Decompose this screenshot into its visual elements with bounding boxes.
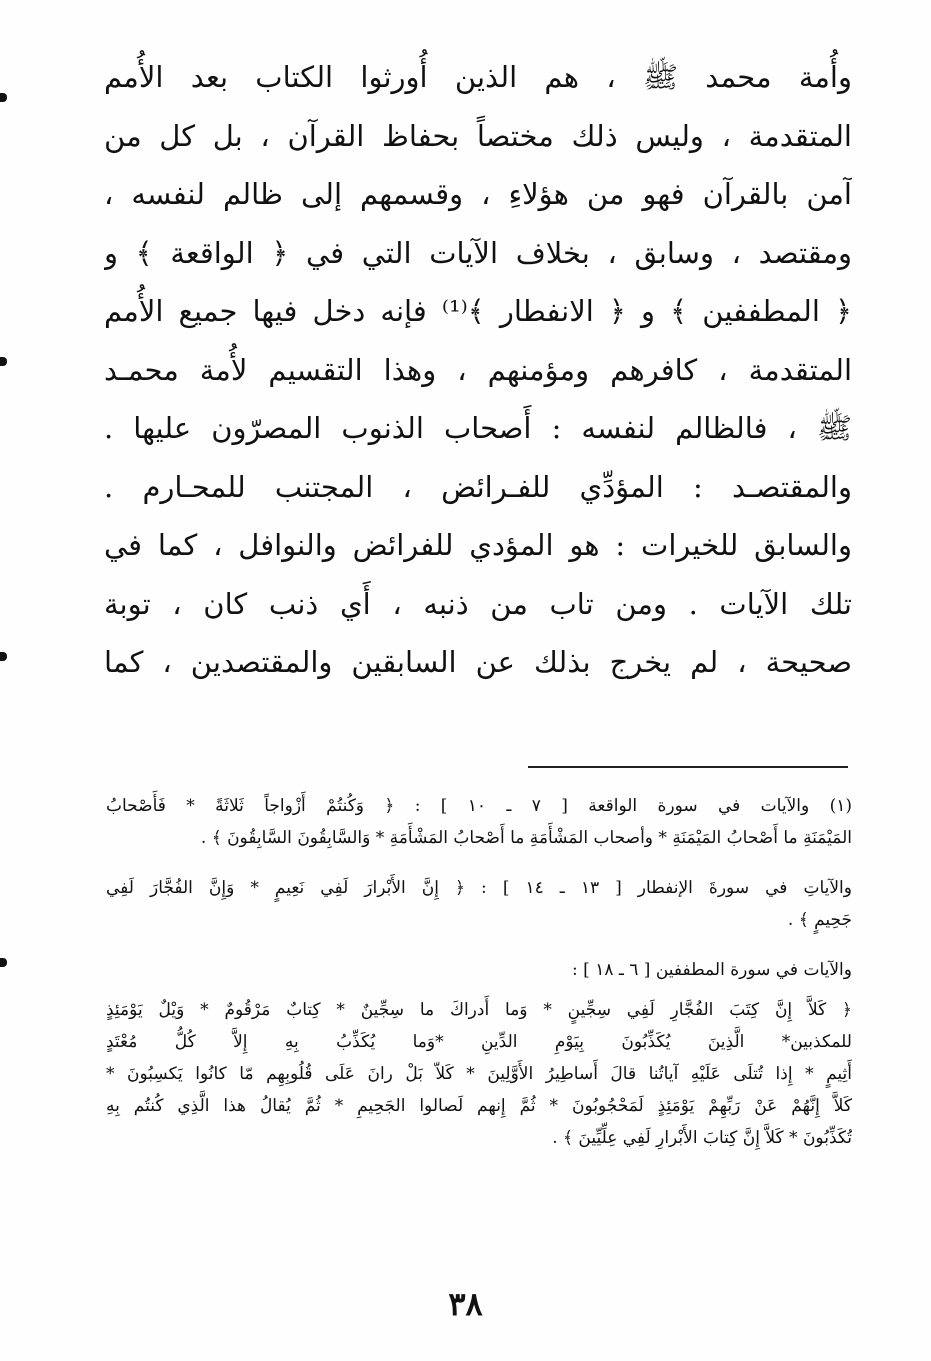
text-line: ومقتصد ، وسابق ، بخلاف الآيات التي في ﴿ الواقعة ﴾ و [104, 235, 852, 270]
text-line: المتقدمة ، كافرهم ومؤمنهم ، وهذا التقسيم لأُمة محمـد [104, 352, 852, 387]
footnote-line: والآيات في سورة المطففين [ ٦ ـ ١٨ ] : [572, 960, 852, 980]
footnote-separator [528, 766, 848, 768]
footnote-line: أَثِيمٍ * إِذا تُتلَى عَلَيْهِ آياتُنا قالَ أَساطِيرُ الأَوَّلِينَ * كَلاّ بَلْ رانَ عَلَى قُلُوبِهِم مّا كانُوا يَكسِبُونَ * [106, 1064, 852, 1084]
footnote-line: كَلاَّ إِنَّهُمْ عَنْ رَبِّهِمْ يَوْمَئِذٍ لَمَحْجُوبُونَ * ثُمَّ إِنهم لَصالوا الجَحِيمِ * ثُمَّ يُقالُ هذا الَّذِي كُنتُم بِهِ [106, 1096, 852, 1116]
footnotes [106, 790, 852, 1154]
footnote-line: جَحِيمٍ ﴾ . [787, 910, 852, 930]
page-edge-mark [0, 357, 7, 366]
text-line: آمن بالقرآن فهو من هؤلاءِ ، وقسمهم إلى ظالم لنفسه ، [104, 177, 852, 211]
text-line: وأُمة محمد ﷺ ، هم الذين أُورثوا الكتاب بعد الأُمم [104, 60, 852, 94]
footnote-line: والآياتِ في سورةَ الإنفطار [ ١٣ ـ ١٤ ] : ﴿ إِنَّ الأَبْرارَ لَفِي نَعِيمٍ * وَإِنَّ الفُجَّارَ لَفِي [106, 878, 852, 898]
text-line: المتقدمة ، وليس ذلك مختصاً بحفاظ القرآن ، بل كل من [104, 118, 852, 153]
footnote-line: ﴿ كَلاَّ إِنَّ كِتَبَ الفُجَّارِ لَفِي سِجِّينٍ * وَما أَدراكَ ما سِجِّينٌ * كِتابٌ مَرْقُومٌ * وَيْلٌ يَوْمَئِذٍ [106, 1000, 852, 1020]
page-number: ٣٨ [448, 1285, 483, 1323]
text-line: والمقتصـد : المؤدِّي للفـرائض ، المجتنب للمحـارم . [104, 469, 852, 504]
text-line: صحيحة ، لم يخرج بذلك عن السابقين والمقتصدين ، كما [104, 645, 852, 679]
text-line: ﷺ ، فالظالم لنفسه : أَصحاب الذنوب المصرّون عليها . [104, 411, 852, 445]
footnote-infitar [106, 872, 852, 936]
footnote-line: (١) والآيات في سورة الواقعة [ ٧ ـ ١٠ ] : ﴿ وَكُنتُمْ أَزْواجاً ثَلاثَةً * فَأَصْحابُ [106, 796, 852, 816]
main-paragraph [104, 48, 852, 692]
text-line: والسابق للخيرات : هو المؤدي للفرائض والنوافل ، كما في [104, 528, 852, 562]
footnote-waqiah [106, 790, 852, 854]
page-edge-mark [0, 93, 7, 102]
footnote-line: تُكَذِّبُونَ * كَلاَّ إِنَّ كِتابَ الأَبْرارِ لَفِي عِلِّيِّينَ ﴾ . [552, 1128, 852, 1148]
text-line: تلك الآيات . ومن تاب من ذنبه ، أَي ذنب كان ، توبة [104, 586, 852, 621]
text-line: ﴿ المطففين ﴾ و ﴿ الانفطار ﴾⁽¹⁾ فإنه دخل فيها جميع الأُمم [104, 294, 852, 328]
footnote-line: المَيْمَنَةِ ما أَصْحابُ المَيْمَنَةِ * وأصحاب المَشْأَمَةِ ما أَصْحابُ المَشْأَمَةِ * وَالسَّابِقُونَ السَّابِقُونَ ﴾ . [200, 828, 852, 848]
page-edge-mark [0, 958, 7, 967]
footnote-mutaffifin [106, 954, 852, 1154]
page-edge-mark [0, 652, 7, 661]
footnote-line: للمكذبين* الَّذِينَ يُكَذِّبُونَ بِيَوْمِ الدِّينِ *وَما يُكَذِّبُ بِهِ إِلاَّ كُلُّ مُعْتَدٍ [106, 1032, 852, 1052]
